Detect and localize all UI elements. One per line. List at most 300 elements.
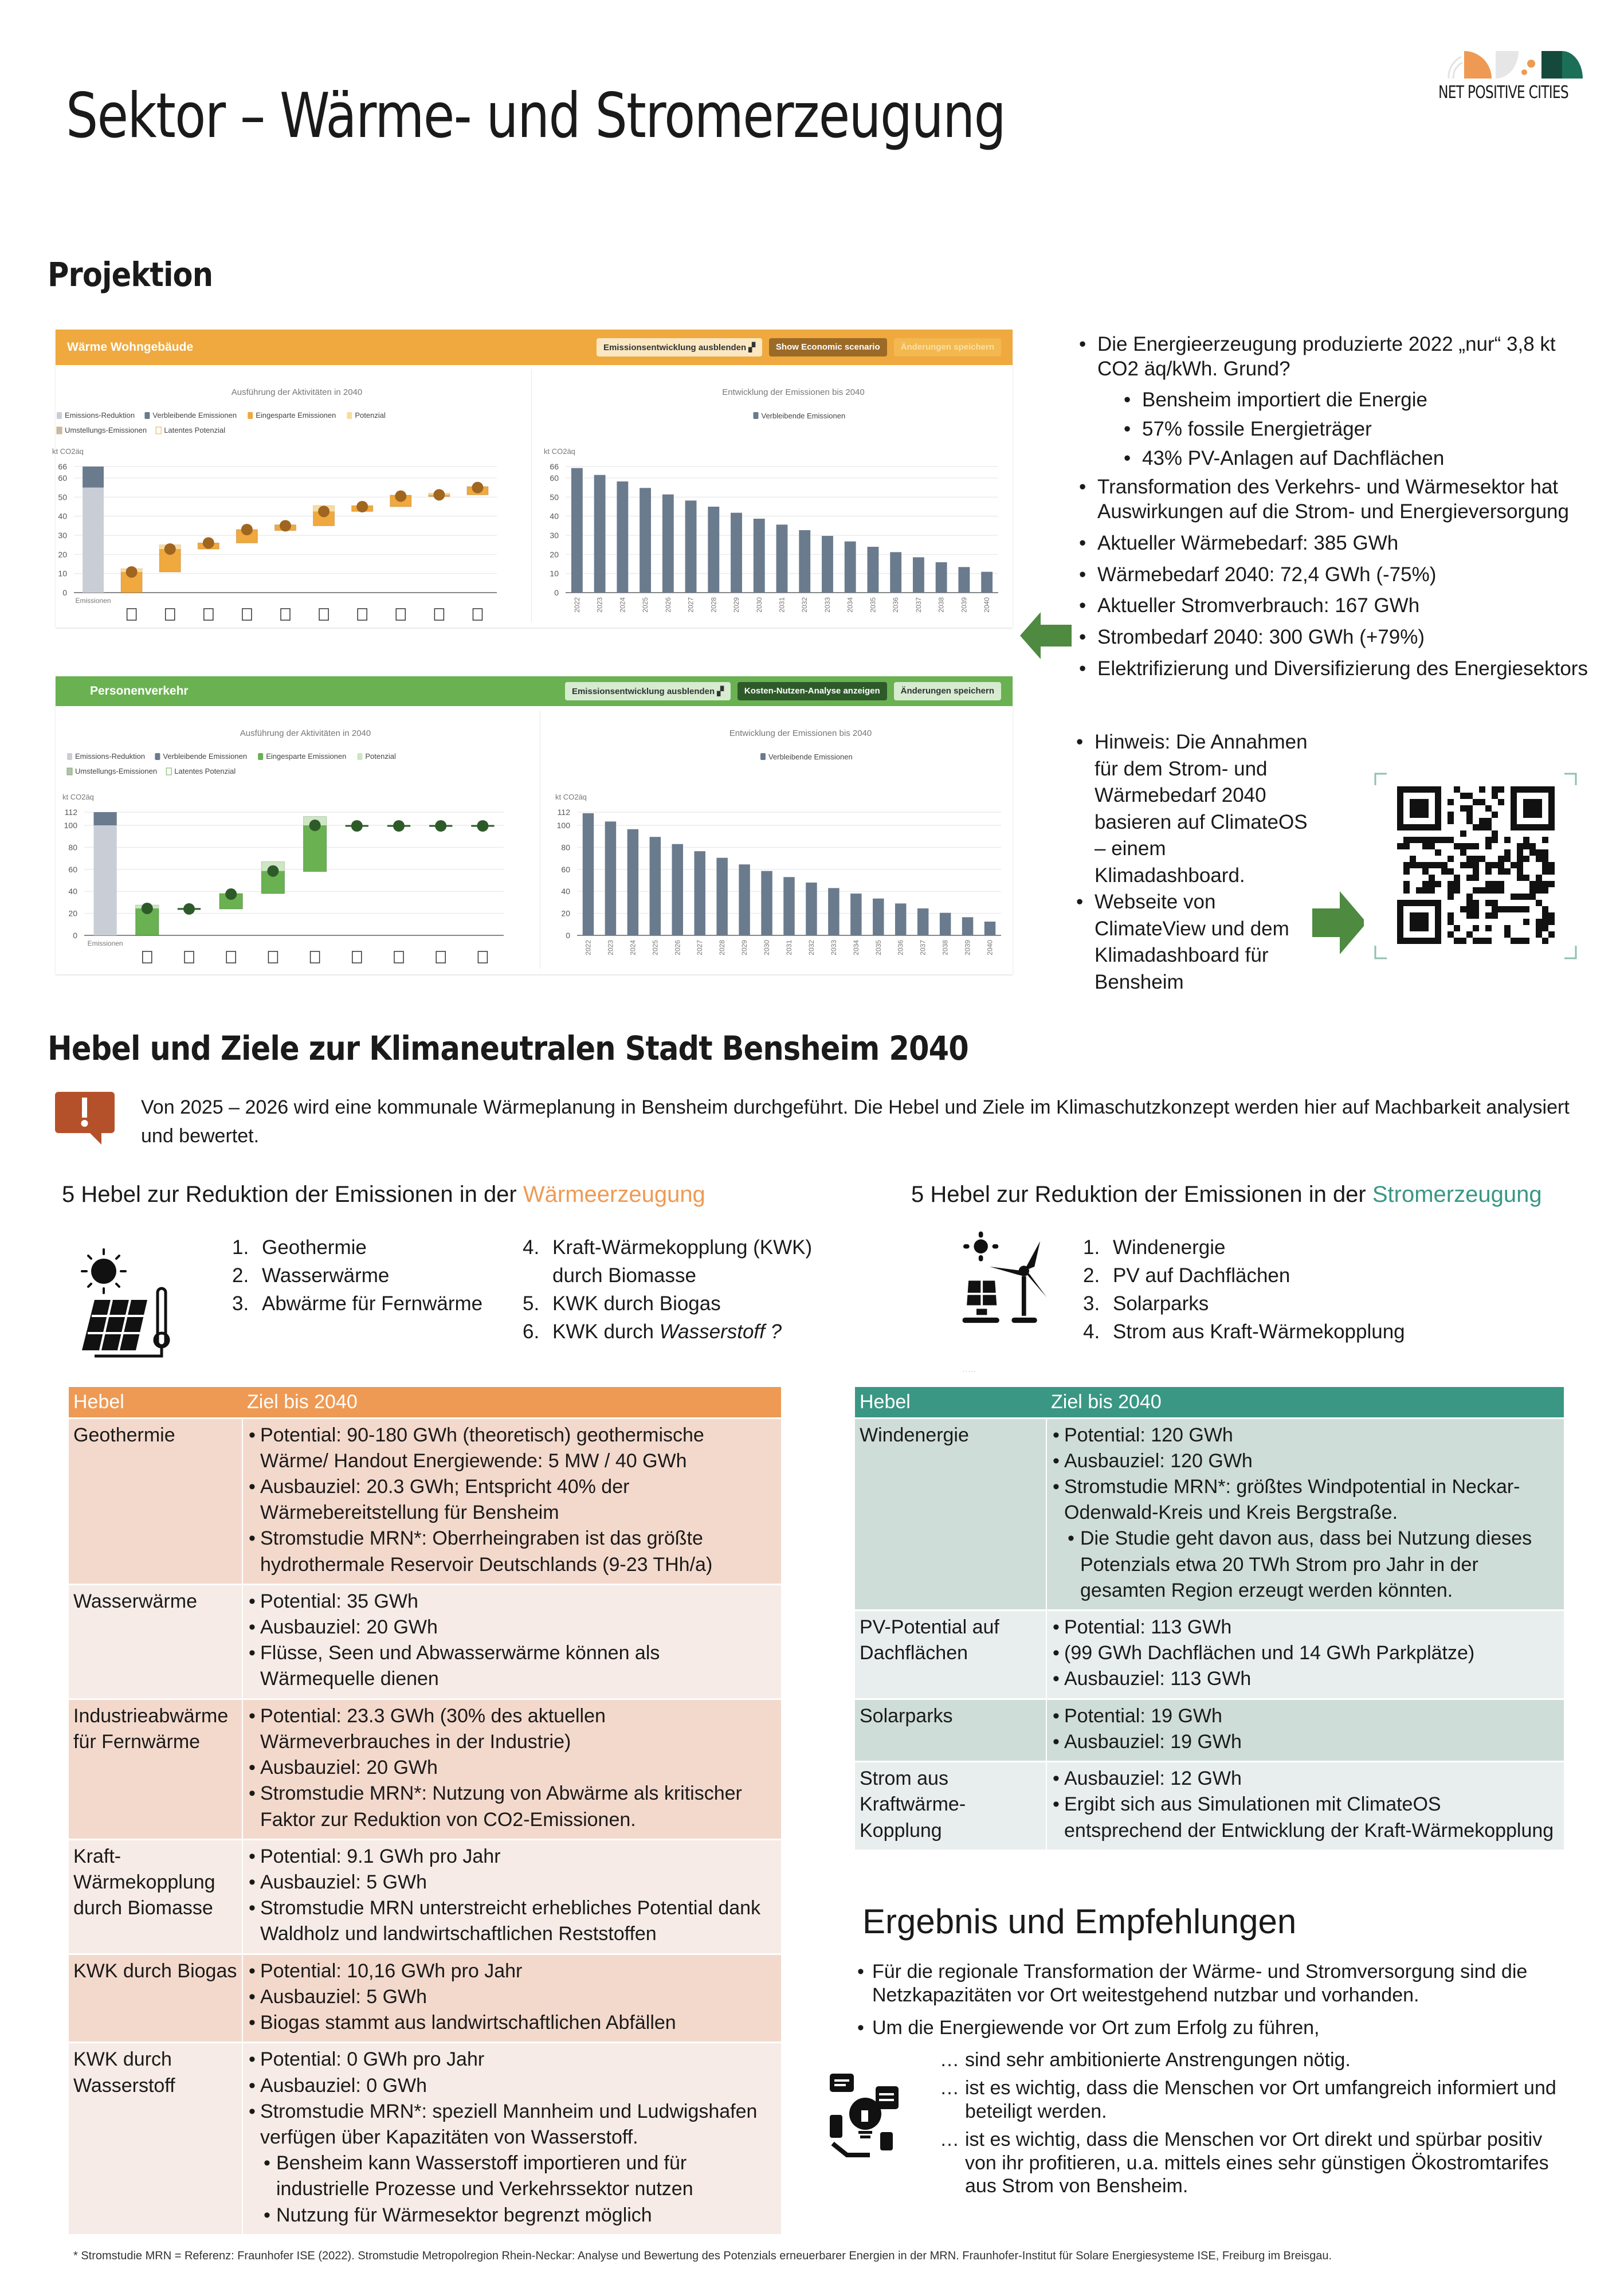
bar-2038 [936, 562, 947, 593]
goal-item: • Ausbauziel: 12 GWh [1052, 1766, 1559, 1792]
bar-2036 [895, 903, 906, 935]
projection-bullet: • Aktueller Stromverbrauch: 167 GWh [1074, 594, 1590, 618]
legend-swatch [155, 753, 160, 760]
step-marker [183, 903, 195, 915]
activity-icon [319, 609, 328, 620]
x-tick-label: 2027 [696, 940, 704, 955]
activity-icon [185, 951, 194, 963]
hint-bullet: • Webseite von ClimateView und dem Klimadashboard für Bensheim [1072, 889, 1312, 996]
y-tick-label: 30 [550, 531, 559, 540]
levers-heading: Hebel und Ziele zur Klimaneutralen Stadt Bensheim 2040 [48, 1029, 968, 1068]
x-tick-label: 2036 [896, 940, 905, 955]
table-row [69, 1418, 781, 1584]
x-tick-label: 2034 [846, 597, 854, 613]
y-tick-label: 100 [64, 821, 77, 830]
bar-remaining-emissions [93, 812, 116, 825]
chart-title: Entwicklung der Emissionen bis 2040 [729, 728, 872, 738]
item-label: Kraft-Wärmekopplung (KWK) durch Biomasse [552, 1236, 813, 1287]
power-levers-title [911, 1182, 1542, 1208]
bar-2038 [940, 913, 951, 935]
title-highlight: Stromerzeugung [1372, 1182, 1542, 1207]
legend-swatch [248, 412, 253, 419]
goal-item: • Ausbauziel: 120 GWh [1052, 1448, 1559, 1474]
traffic-trend-chart [543, 706, 1010, 973]
goal-item: • Ausbauziel: 5 GWh [248, 1870, 776, 1895]
item-label: Solarparks [1113, 1292, 1209, 1315]
x-tick-label: 2037 [914, 597, 923, 613]
legend-swatch [754, 412, 759, 419]
projection-bullet: • Elektrifizierung und Diversifizierung des Energiesektors [1074, 657, 1590, 681]
bar-2024 [617, 481, 628, 593]
item-label: PV auf Dachflächen [1113, 1264, 1290, 1287]
item-label: Strom aus Kraft-Wärmekopplung [1113, 1321, 1405, 1343]
step-marker [267, 865, 278, 877]
x-tick-label: 2032 [801, 597, 809, 613]
activity-icon [436, 951, 445, 963]
goal-item: • Potential: 35 GWh [248, 1589, 776, 1615]
activity-icon [473, 609, 482, 620]
x-tick-label: Emissionen [75, 597, 111, 605]
x-tick-label: 2023 [606, 940, 615, 955]
bar-2034 [845, 542, 856, 593]
table-row [855, 1699, 1564, 1761]
bar-2032 [799, 530, 810, 593]
heat-lever-list-1 [232, 1233, 483, 1318]
result-subpoint [940, 2048, 1576, 2072]
page-title: Sektor – Wärme- und Stromerzeugung [66, 80, 1006, 152]
title-prefix: 5 Hebel zur Reduktion der Emissionen in der [62, 1182, 523, 1207]
y-tick-label: 20 [561, 908, 570, 918]
x-tick-label: 2040 [983, 597, 991, 613]
goal-item: • Ausbauziel: 19 GWh [1052, 1729, 1559, 1755]
bar-2027 [685, 500, 697, 593]
result-subpoints [854, 2048, 1576, 2198]
bar-2022 [583, 813, 594, 935]
lever-list-item [1083, 1233, 1405, 1261]
legend-swatch [156, 427, 161, 434]
results-heading: Ergebnis und Empfehlungen [862, 1902, 1297, 1941]
heat-lever-list-2 [523, 1233, 821, 1346]
bar-2040 [984, 922, 995, 935]
bar-2039 [962, 917, 973, 935]
item-number: 4. [1083, 1321, 1100, 1343]
bar-2034 [850, 894, 861, 935]
y-tick-label: 66 [550, 462, 559, 471]
bar-2024 [627, 829, 638, 935]
item-italic: Wasserstoff ? [659, 1321, 782, 1343]
item-label: KWK durch [552, 1321, 660, 1343]
bar-2035 [868, 547, 879, 593]
x-tick-label: 2031 [778, 597, 786, 613]
lever-list-item [232, 1290, 483, 1318]
legend-label: Eingesparte Emissionen [256, 411, 336, 420]
legend-swatch [258, 753, 263, 760]
activity-icon [352, 951, 362, 963]
bar-2027 [694, 851, 705, 935]
x-tick-label: 2037 [919, 940, 927, 955]
item-text [1113, 1261, 1290, 1290]
traffic-dashboard-panel [56, 676, 1013, 974]
chart-title: Ausführung der Aktivitäten in 2040 [231, 387, 363, 397]
legend-label: Potenzial [365, 752, 396, 761]
legend-swatch [760, 753, 766, 760]
qr-modules [1397, 786, 1555, 944]
legend-label: Verbleibende Emissionen [768, 753, 853, 761]
column-header-goal: Ziel bis 2040 [1046, 1387, 1564, 1418]
net-positive-cities-logo [1438, 49, 1593, 106]
hebel-cell: Industrieabwärme für Fernwärme [69, 1699, 242, 1839]
title-highlight: Wärmeerzeugung [523, 1182, 705, 1207]
y-tick-label: 80 [68, 843, 77, 852]
item-label: Abwärme für Fernwärme [262, 1292, 483, 1315]
ellipsis: … [940, 2077, 959, 2099]
y-axis-label: kt CO2äq [62, 793, 94, 801]
x-tick-label: 2026 [673, 940, 682, 955]
subpoint-text: ist es wichtig, dass die Menschen vor Ort umfangreich informiert und beteiligt werden. [965, 2077, 1556, 2122]
heat-waterfall-chart [52, 365, 525, 626]
x-tick-label: 2039 [963, 940, 972, 955]
bar-2037 [913, 557, 924, 593]
goal-item: • Potential: 10,16 GWh pro Jahr [248, 1958, 776, 1984]
item-number: 3. [1083, 1292, 1100, 1315]
item-label: Windenergie [1113, 1236, 1226, 1259]
x-tick-label: 2026 [664, 597, 672, 613]
heat-panel-title: Wärme Wohngebäude [67, 340, 194, 354]
y-tick-label: 60 [550, 473, 559, 483]
hebel-cell: Geothermie [69, 1418, 242, 1584]
activity-icon [434, 609, 444, 620]
legend-swatch [144, 412, 150, 419]
hebel-cell: Wasserwärme [69, 1584, 242, 1699]
legend-swatch [347, 412, 352, 419]
item-number: 6. [523, 1321, 540, 1343]
item-text [552, 1290, 721, 1318]
lever-list-item [1083, 1261, 1405, 1290]
legend-label: Emissions-Reduktion [65, 411, 135, 420]
table-row [69, 1954, 781, 2043]
bar-2026 [662, 495, 674, 593]
step-marker [351, 820, 363, 832]
legend-label: Umstellungs-Emissionen [75, 767, 158, 775]
y-tick-label: 80 [561, 843, 570, 852]
bar-2037 [917, 908, 928, 935]
goal-item: • Stromstudie MRN*: speziell Mannheim und Ludwigshafen verfügen über Kapazitäten von Wasserstoff. [248, 2099, 776, 2150]
bar-2028 [716, 858, 727, 935]
bar-2036 [890, 552, 901, 593]
goal-item: • Ausbauziel: 20 GWh [248, 1755, 776, 1781]
qr-code[interactable] [1364, 762, 1587, 970]
x-tick-label: 2036 [892, 597, 900, 613]
lever-list-item [523, 1233, 821, 1290]
activity-icon [358, 609, 367, 620]
ellipsis: … [940, 2049, 959, 2071]
y-tick-label: 40 [58, 511, 67, 521]
bar-2031 [776, 524, 788, 593]
step-marker [433, 489, 445, 500]
traffic-waterfall-chart [56, 706, 537, 973]
activity-icon [478, 951, 487, 963]
goal-cell [1046, 1699, 1564, 1761]
result-subpoint [940, 2076, 1576, 2123]
legend-swatch [357, 753, 362, 760]
x-tick-label: 2040 [986, 940, 994, 955]
hide-emission-development-button[interactable] [597, 338, 762, 356]
activity-icon [127, 609, 136, 620]
notice-text: Von 2025 – 2026 wird eine kommunale Wärmeplanung in Bensheim durchgeführt. Die Hebel und Ziele im Klimaschutzkonzept werden hier auf Machbarkeit analysiert und bewertet. [141, 1096, 1570, 1147]
bar-2023 [594, 475, 606, 593]
y-tick-label: 60 [561, 864, 570, 874]
solar-thermometer-icon [77, 1244, 201, 1358]
bar-2029 [731, 513, 742, 593]
step-marker [477, 820, 488, 832]
item-label: KWK durch Biogas [552, 1292, 721, 1315]
activity-icon [143, 951, 152, 963]
heat-levers-table [69, 1387, 781, 2234]
button-label: Emissionsentwicklung ausblenden [603, 343, 747, 352]
footnote: * Stromstudie MRN = Referenz: Fraunhofer ISE (2022). Stromstudie Metropolregion Rhein-Neckar: Analyse und Bewertung des Potenzials erneuerbarer Energien in der MRN. Fraunhofer-Institut für Solare Energiesysteme ISE, Freiburg im Breisgau. [73, 2250, 1332, 2262]
legend-swatch [57, 427, 62, 434]
table-row [69, 2043, 781, 2234]
y-axis-label: kt CO2äq [555, 793, 587, 801]
result-bullet: • Um die Energiewende vor Ort zum Erfolg zu führen, [854, 2016, 1576, 2040]
projection-bullet: • Wärmebedarf 2040: 72,4 GWh (-75%) [1074, 563, 1590, 587]
heat-panel-header [56, 330, 1013, 365]
step-marker [318, 506, 329, 517]
title-prefix: 5 Hebel zur Reduktion der Emissionen in der [911, 1182, 1372, 1207]
step-marker [472, 482, 483, 493]
bar-2035 [873, 899, 884, 935]
bar-2033 [828, 888, 839, 935]
activity-icon [166, 609, 175, 620]
result-subpoint [940, 2128, 1576, 2198]
legend-label: Potenzial [355, 411, 386, 420]
x-tick-label: 2024 [629, 940, 637, 955]
subpoint-text: sind sehr ambitionierte Anstrengungen nötig. [965, 2049, 1351, 2071]
y-tick-label: 112 [557, 808, 570, 817]
lever-list-item [232, 1261, 483, 1290]
x-tick-label: 2033 [823, 597, 831, 613]
step-marker [203, 537, 214, 548]
result-bullet: • Für die regionale Transformation der Wärme- und Stromversorgung sind die Netzkapazitäten vor Ort weitestgehend nutzbar und vorhanden. [854, 1960, 1576, 2007]
goal-item: • Potential: 113 GWh [1052, 1615, 1559, 1640]
legend-label: Verbleibende Emissionen [163, 752, 248, 761]
goal-cell [242, 2043, 781, 2234]
logo-mark-icon [1438, 49, 1593, 80]
hide-emission-development-button[interactable] [565, 682, 731, 700]
goal-cell [242, 1839, 781, 1954]
bar-emission-reduction [83, 488, 104, 593]
activity-icon [396, 609, 405, 620]
item-text [552, 1233, 821, 1290]
step-marker [126, 566, 138, 578]
x-tick-label: 2030 [755, 597, 763, 613]
goal-item: • Stromstudie MRN unterstreicht erhebliches Potential dank Waldholz und landwirtschaftlichen Reststoffen [248, 1895, 776, 1947]
traffic-panel-title: Personenverkehr [90, 684, 189, 698]
y-tick-label: 60 [58, 473, 67, 483]
goal-item: • Stromstudie MRN*: Nutzung von Abwärme als kritischer Faktor zur Reduktion von CO2-Emissionen. [248, 1781, 776, 1832]
heat-trend-chart [534, 365, 1010, 626]
hebel-cell: Windenergie [855, 1418, 1046, 1611]
item-text [262, 1290, 483, 1318]
chart-title: Ausführung der Aktivitäten in 2040 [240, 728, 371, 738]
y-tick-label: 40 [561, 887, 570, 896]
step-marker [309, 820, 321, 831]
goal-item: • Potential: 19 GWh [1052, 1703, 1559, 1729]
y-tick-label: 0 [62, 588, 67, 597]
projection-bullet: • 43% PV-Anlagen auf Dachflächen [1074, 446, 1590, 471]
x-tick-label: 2028 [718, 940, 727, 955]
item-text [262, 1233, 367, 1261]
power-lever-list [1083, 1233, 1405, 1346]
bar-remaining-emissions [83, 467, 104, 488]
goal-item: • Ausbauziel: 5 GWh [248, 1984, 776, 2010]
results-text [854, 1960, 1576, 2203]
hebel-cell: Strom aus Kraftwärme-Kopplung [855, 1762, 1046, 1850]
goal-item: • Ausbauziel: 20.3 GWh; Entspricht 40% der Wärmebereitstellung für Bensheim [248, 1474, 776, 1526]
goal-item: • Stromstudie MRN*: größtes Windpotential in Neckar-Odenwald-Kreis und Kreis Bergstraße. [1052, 1474, 1559, 1526]
y-tick-label: 40 [68, 887, 77, 896]
item-number: 5. [523, 1292, 540, 1315]
x-tick-label: 2030 [763, 940, 771, 955]
goal-cell [1046, 1418, 1564, 1611]
x-tick-label: 2031 [785, 940, 793, 955]
projection-bullet: • 57% fossile Energieträger [1074, 417, 1590, 442]
y-tick-label: 60 [68, 864, 77, 874]
item-label: Wasserwärme [262, 1264, 390, 1287]
goal-item: • (99 GWh Dachflächen und 14 GWh Parkplätze) [1052, 1640, 1559, 1666]
y-tick-label: 10 [58, 569, 67, 578]
goal-item: • Ausbauziel: 20 GWh [248, 1615, 776, 1640]
x-tick-label: 2022 [572, 597, 581, 613]
activity-icon [394, 951, 403, 963]
goal-item: • Potential: 9.1 GWh pro Jahr [248, 1844, 776, 1870]
logo-text: NET POSITIVE CITIES [1438, 83, 1568, 103]
item-text [1113, 1290, 1209, 1318]
projection-bullet: • Transformation des Verkehrs- und Wärmesektor hat Auswirkungen auf die Strom- und Energieversorgung [1074, 475, 1590, 524]
icon-caption: · · · · · [963, 1369, 976, 1374]
legend-swatch [67, 768, 72, 775]
show-economic-scenario-button[interactable]: Show Economic scenario [769, 338, 887, 356]
activity-icon [226, 951, 236, 963]
activity-icon [268, 951, 277, 963]
bar-2025 [640, 488, 651, 593]
bar-2030 [754, 519, 765, 593]
x-tick-label: 2024 [618, 597, 627, 613]
goal-cell [242, 1699, 781, 1839]
button-label: Emissionsentwicklung ausblenden [571, 687, 715, 696]
x-tick-label: 2025 [641, 597, 650, 613]
y-tick-label: 20 [550, 550, 559, 559]
lever-list-item [523, 1318, 821, 1346]
subpoint-text: ist es wichtig, dass die Menschen vor Ort direkt und spürbar positiv von ihr profitieren, u.a. mittels eines sehr günstigen Ökostromtarifes aus Strom von Bensheim. [965, 2128, 1549, 2197]
hebel-cell: PV-Potential auf Dachflächen [855, 1611, 1046, 1699]
projection-heading: Projektion [48, 255, 213, 294]
lever-list-item [1083, 1318, 1405, 1346]
x-tick-label: Emissionen [87, 939, 123, 947]
legend-label: Eingesparte Emissionen [266, 752, 347, 761]
hebel-cell: Solarparks [855, 1699, 1046, 1761]
hint-bullet: • Hinweis: Die Annahmen für dem Strom- und Wärmebedarf 2040 basieren auf ClimateOS – einem Klimadashboard. [1072, 729, 1312, 889]
goal-item: • Nutzung für Wärmesektor begrenzt möglich [248, 2203, 776, 2228]
item-text [262, 1261, 389, 1290]
goal-item: • Potential: 120 GWh [1052, 1423, 1559, 1448]
item-number: 3. [232, 1292, 249, 1315]
y-tick-label: 0 [73, 931, 77, 940]
legend-label: Verbleibende Emissionen [152, 411, 237, 420]
y-tick-label: 66 [58, 462, 67, 471]
x-tick-label: 2032 [807, 940, 815, 955]
x-tick-label: 2028 [709, 597, 718, 613]
bar-2031 [783, 877, 794, 935]
item-label: Geothermie [262, 1236, 367, 1259]
solar-wind-icon [937, 1232, 1069, 1355]
step-marker [393, 820, 405, 832]
lever-list-item [232, 1233, 483, 1261]
column-header-hebel: Hebel [69, 1387, 242, 1418]
bar-2028 [708, 507, 719, 593]
step-marker [142, 903, 153, 914]
legend-swatch [57, 412, 62, 419]
table-row [69, 1699, 781, 1839]
heat-dashboard-panel [52, 330, 1013, 628]
goal-cell [242, 1418, 781, 1584]
x-tick-label: 2033 [829, 940, 838, 955]
bar-emission-reduction [93, 825, 116, 935]
save-changes-button[interactable]: Änderungen speichern [894, 682, 1001, 700]
goal-cell [242, 1584, 781, 1699]
y-tick-label: 0 [554, 588, 559, 597]
step-marker [225, 888, 237, 900]
chart-hide-icon: ▞ [717, 687, 724, 696]
step-marker [395, 491, 406, 502]
item-number: 2. [1083, 1264, 1100, 1287]
step-marker [435, 820, 446, 832]
item-number: 1. [1083, 1236, 1100, 1259]
legend-label: Verbleibende Emissionen [761, 412, 846, 420]
step-marker [356, 501, 368, 512]
save-changes-button[interactable]: Änderungen speichern [894, 338, 1001, 356]
alert-speech-icon [53, 1092, 116, 1146]
y-tick-label: 10 [550, 569, 559, 578]
x-tick-label: 2025 [651, 940, 660, 955]
y-tick-label: 112 [64, 808, 77, 817]
traffic-panel-header [56, 676, 1013, 706]
y-tick-label: 30 [58, 531, 67, 540]
y-tick-label: 20 [58, 550, 67, 559]
y-axis-label: kt CO2äq [52, 447, 84, 456]
x-tick-label: 2038 [941, 940, 950, 955]
x-tick-label: 2035 [874, 940, 882, 955]
goal-item: • Ausbauziel: 0 GWh [248, 2073, 776, 2099]
goal-cell [1046, 1611, 1564, 1699]
bar-2023 [605, 821, 616, 935]
goal-cell [1046, 1762, 1564, 1850]
goal-item: • Ergibt sich aus Simulationen mit ClimateOS entsprechend der Entwicklung der Kraft-Wärmekopplung [1052, 1792, 1559, 1843]
table-row [69, 1839, 781, 1954]
cost-benefit-analysis-button[interactable]: Kosten-Nutzen-Analyse anzeigen [738, 682, 887, 700]
legend-label: Emissions-Reduktion [75, 752, 146, 761]
x-tick-label: 2023 [595, 597, 604, 613]
y-tick-label: 20 [68, 908, 77, 918]
bar-2030 [761, 871, 772, 935]
lever-list-item [523, 1290, 821, 1318]
bar-2029 [739, 864, 750, 935]
bar-2040 [981, 572, 993, 593]
x-tick-label: 2029 [732, 597, 741, 613]
arrow-left-icon [1020, 612, 1072, 659]
goal-item: • Biogas stammt aus landwirtschaftlichen Abfällen [248, 2010, 776, 2036]
hebel-cell: Kraft-Wärmekopplung durch Biomasse [69, 1839, 242, 1954]
